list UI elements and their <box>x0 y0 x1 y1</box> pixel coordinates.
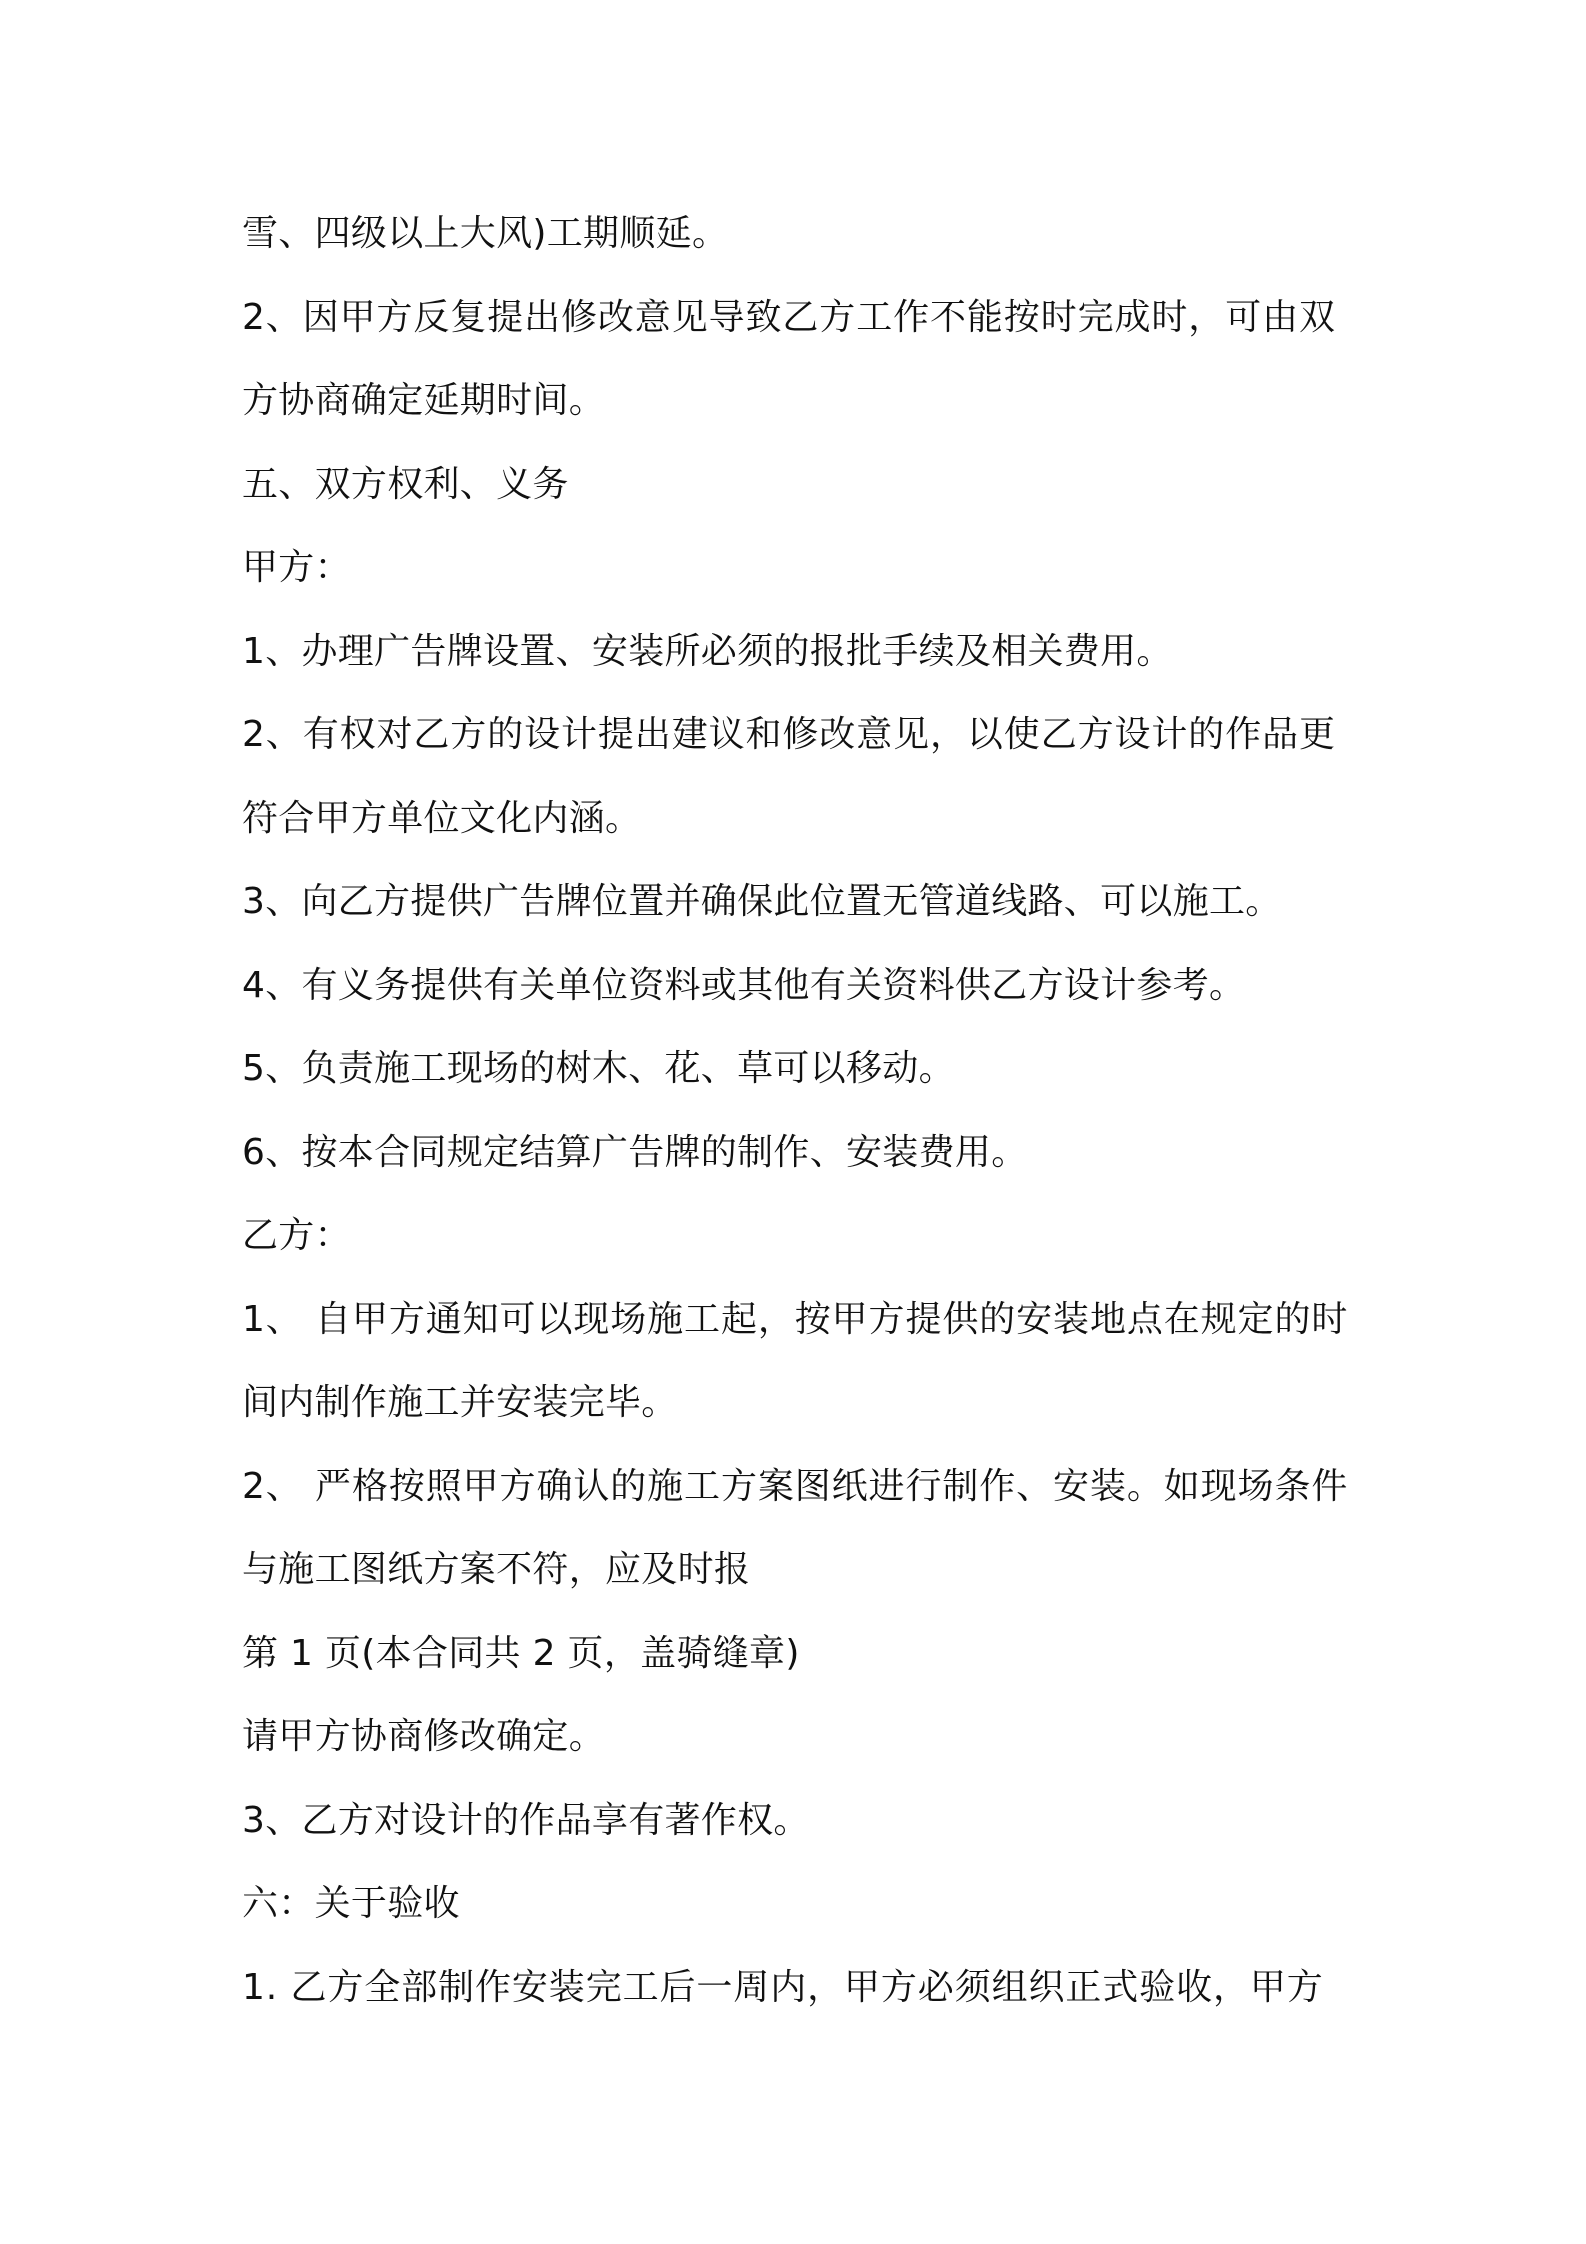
text-line: 6、按本合同规定结算广告牌的制作、安装费用。 <box>242 1131 1028 1173</box>
text-line: 3、向乙方提供广告牌位置并确保此位置无管道线路、可以施工。 <box>242 881 1282 922</box>
section-heading: 六：关于验收 <box>242 1883 460 1924</box>
party-heading: 甲方： <box>242 547 351 588</box>
page-footer-note: 第 1 页(本合同共 2 页，盖骑缝章) <box>242 1632 800 1674</box>
text-line: 4、有义务提供有关单位资料或其他有关资料供乙方设计参考。 <box>242 964 1246 1006</box>
text-line: 5、负责施工现场的树木、花、草可以移动。 <box>242 1048 955 1089</box>
text-line: 1. 乙方全部制作安装完工后一周内，甲方必须组织正式验收，甲方 <box>242 1966 1324 2008</box>
text-line: 2、有权对乙方的设计提出建议和修改意见，以使乙方设计的作品更 <box>242 714 1336 755</box>
text-line: 1、办理广告牌设置、安装所必须的报批手续及相关费用。 <box>242 630 1173 672</box>
text-line: 与施工图纸方案不符，应及时报 <box>242 1549 751 1590</box>
text-line: 请甲方协商修改确定。 <box>242 1716 606 1757</box>
text-line: 方协商确定延期时间。 <box>242 380 606 421</box>
text-line: 3、乙方对设计的作品享有著作权。 <box>242 1799 810 1841</box>
text-line: 雪、四级以上大风)工期顺延。 <box>242 213 729 254</box>
section-heading: 五、双方权利、义务 <box>242 463 569 505</box>
text-line: 符合甲方单位文化内涵。 <box>242 797 642 839</box>
text-line: 1、 自甲方通知可以现场施工起，按甲方提供的安装地点在规定的时 <box>242 1298 1349 1340</box>
text-line: 2、因甲方反复提出修改意见导致乙方工作不能按时完成时，可由双 <box>242 296 1336 338</box>
document-body <box>242 192 1362 2029</box>
party-heading: 乙方： <box>242 1215 351 1256</box>
text-line: 2、 严格按照甲方确认的施工方案图纸进行制作、安装。如现场条件 <box>242 1465 1349 1507</box>
text-line: 间内制作施工并安装完毕。 <box>242 1382 678 1423</box>
